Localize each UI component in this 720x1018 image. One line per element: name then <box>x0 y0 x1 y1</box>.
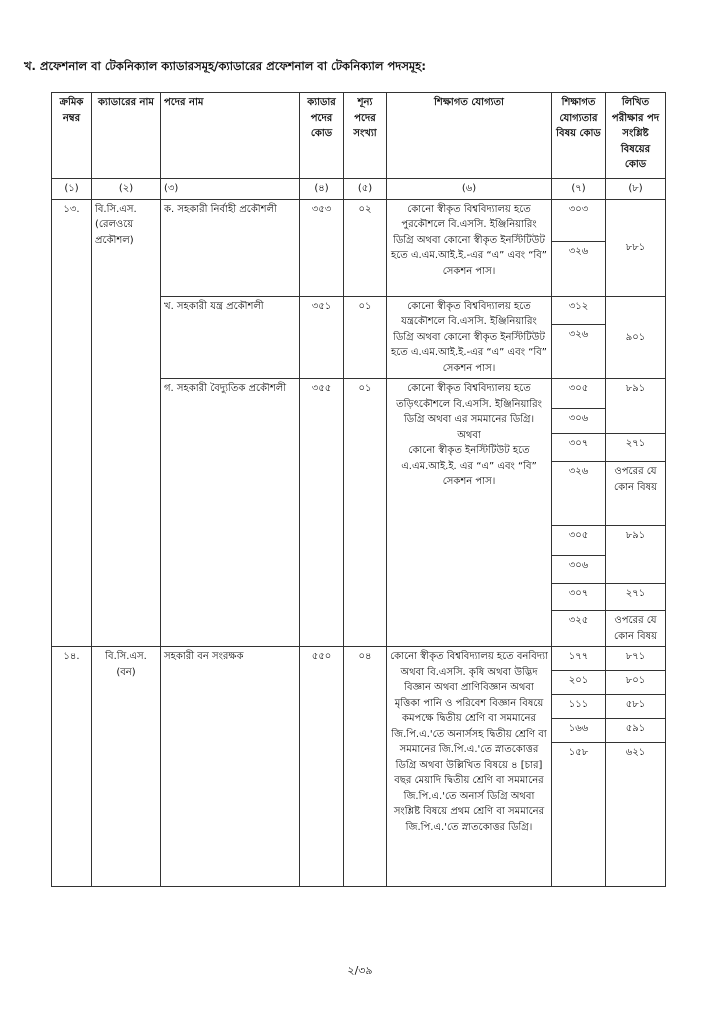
header-post: পদের নাম <box>161 93 300 179</box>
subject-code: ৩২৫ <box>552 611 606 647</box>
qualification-text-2: কোনো স্বীকৃত ইনস্টিটিউট হতে এ.এম.আই.ই. এর “এ” এবং “বি” সেকশন পাস। <box>401 445 537 487</box>
qualification <box>387 379 552 647</box>
header-serial: ক্রমিক নম্বর <box>52 93 92 179</box>
cadre-name: বি.সি.এস. (রেলওয়ে প্রকৌশল) <box>92 199 161 647</box>
subject-code: ১৭৭ <box>552 647 606 671</box>
header-row <box>52 93 666 179</box>
section-title: খ. প্রফেশনাল বা টেকনিক্যাল ক্যাডারসমূহ/ক্যাডারের প্রফেশনাল বা টেকনিক্যাল পদসমূহ: <box>24 59 426 73</box>
header-cadre: ক্যাডারের নাম <box>92 93 161 179</box>
subject-code: ৩২৬ <box>552 325 606 379</box>
col-number: (২) <box>92 179 161 200</box>
subject-code: ২০১ <box>552 671 606 695</box>
vacancy: ০১ <box>344 296 387 379</box>
post-code: ৩৫৩ <box>300 199 344 296</box>
subject-code: ৩১২ <box>552 296 606 325</box>
col-number: (৬) <box>387 179 552 200</box>
col-number: (৭) <box>552 179 606 200</box>
exam-code: ৮৮১ <box>606 199 666 296</box>
post-name: গ. সহকারী বৈদ্যুতিক প্রকৌশলী <box>161 379 300 647</box>
header-subject-code: শিক্ষাগত যোগ্যতার বিষয় কোড <box>552 93 606 179</box>
col-number: (১) <box>52 179 92 200</box>
vacancy: ০১ <box>344 379 387 647</box>
header-exam-code: লিখিত পরীক্ষার পদ সংশ্লিষ্ট বিষয়ের কোড <box>606 93 666 179</box>
subject-code: ৩০৩ <box>552 199 606 241</box>
exam-code: ৫৯১ <box>606 719 666 743</box>
subject-code: ১১১ <box>552 695 606 719</box>
subject-code: ৩২৬ <box>552 241 606 296</box>
col-number: (৮) <box>606 179 666 200</box>
post-name: ক. সহকারী নির্বাহী প্রকৌশলী <box>161 199 300 296</box>
exam-code: ওপরের যে কোন বিষয় <box>606 462 666 526</box>
column-number-row <box>52 179 666 200</box>
header-vacancy: শূন্য পদের সংখ্যা <box>344 93 387 179</box>
qualification-text: কোনো স্বীকৃত বিশ্ববিদ্যালয় হতে তড়িৎকৌশলে বি.এসসি. ইঞ্জিনিয়ারিং ডিগ্রি অথবা এর সমমানের ডিগ্রি। <box>396 383 542 425</box>
col-number: (৩) <box>161 179 300 200</box>
post-name: খ. সহকারী যন্ত্র প্রকৌশলী <box>161 296 300 379</box>
subject-code: ৩০৭ <box>552 584 606 611</box>
header-qualification: শিক্ষাগত যোগ্যতা <box>387 93 552 179</box>
header-post-code: ক্যাডার পদের কোড <box>300 93 344 179</box>
col-number: (৫) <box>344 179 387 200</box>
qualification: কোনো স্বীকৃত বিশ্ববিদ্যালয় হতে বনবিদ্যা অথবা বি.এসসি. কৃষি অথবা উদ্ভিদ বিজ্ঞান অথবা প্রাণিবিজ্ঞান অথবা মৃত্তিকা পানি ও পরিবেশ বিজ্ঞান বিষয়ে কমপক্ষে দ্বিতীয় শ্রেণি বা সমমানের জি.পি.এ.'তে অনার্সসহ দ্বিতীয় শ্রেণি বা সমমানের জি.পি.এ.'তে স্নাতকোত্তর ডিগ্রি অথবা উল্লিখিত বিষয়ে ৪ [চার] বছর মেয়াদি দ্বিতীয় শ্রেণি বা সমমানের জি.পি.এ.'তে অনার্স ডিগ্রি অথবা সংশ্লিষ্ট বিষয়ে প্রথম শ্রেণি বা সমমানের জি.পি.এ.'তে স্নাতকোত্তর ডিগ্রি। <box>387 647 552 887</box>
exam-code: ৫৮১ <box>606 695 666 719</box>
exam-code: ২৭১ <box>606 584 666 611</box>
cadre-table <box>51 92 666 887</box>
post-name: সহকারী বন সংরক্ষক <box>161 647 300 887</box>
qualification: কোনো স্বীকৃত বিশ্ববিদ্যালয় হতে পুরকৌশলে বি.এসসি. ইঞ্জিনিয়ারিং ডিগ্রি অথবা কোনো স্বীকৃত ইনস্টিটিউট হতে এ.এম.আই.ই.-এর “এ” এবং “বি” সেকশন পাস। <box>387 199 552 296</box>
post-code: ৫৫০ <box>300 647 344 887</box>
subject-code: ৩০৭ <box>552 434 606 462</box>
qualification: কোনো স্বীকৃত বিশ্ববিদ্যালয় হতে যন্ত্রকৌশলে বি.এসসি. ইঞ্জিনিয়ারিং ডিগ্রি অথবা কোনো স্বীকৃত ইনস্টিটিউট হতে এ.এম.আই.ই.-এর “এ” এবং “বি” সেকশন পাস। <box>387 296 552 379</box>
exam-code: ওপরের যে কোন বিষয় <box>606 611 666 647</box>
col-number: (৪) <box>300 179 344 200</box>
vacancy: ০৪ <box>344 647 387 887</box>
exam-code: ৮৯১ <box>606 379 666 434</box>
exam-code: ৮০১ <box>606 671 666 695</box>
page-number: ২/৩৯ <box>347 964 373 977</box>
subject-code: ৩০৬ <box>552 409 606 434</box>
exam-code: ৮৯১ <box>606 526 666 584</box>
cadre-name: বি.সি.এস. (বন) <box>92 647 161 887</box>
subject-code: ৩২৬ <box>552 462 606 526</box>
post-code: ৩৫১ <box>300 296 344 379</box>
vacancy: ০২ <box>344 199 387 296</box>
serial: ১৩. <box>52 199 92 647</box>
post-code: ৩৫৫ <box>300 379 344 647</box>
subject-code: ১৫৮ <box>552 743 606 767</box>
qualification-or: অথবা <box>457 429 481 441</box>
serial: ১৪. <box>52 647 92 887</box>
table-row <box>52 199 666 241</box>
exam-code: ৮৭১ <box>606 647 666 671</box>
exam-code: ২৭১ <box>606 434 666 462</box>
table-row <box>52 647 666 671</box>
subject-code: ৩০৬ <box>552 556 606 584</box>
exam-code: ৬২১ <box>606 743 666 767</box>
subject-code: ১৬৬ <box>552 719 606 743</box>
exam-code: ৯০১ <box>606 296 666 379</box>
subject-code: ৩০৫ <box>552 526 606 556</box>
subject-code: ৩০৫ <box>552 379 606 409</box>
